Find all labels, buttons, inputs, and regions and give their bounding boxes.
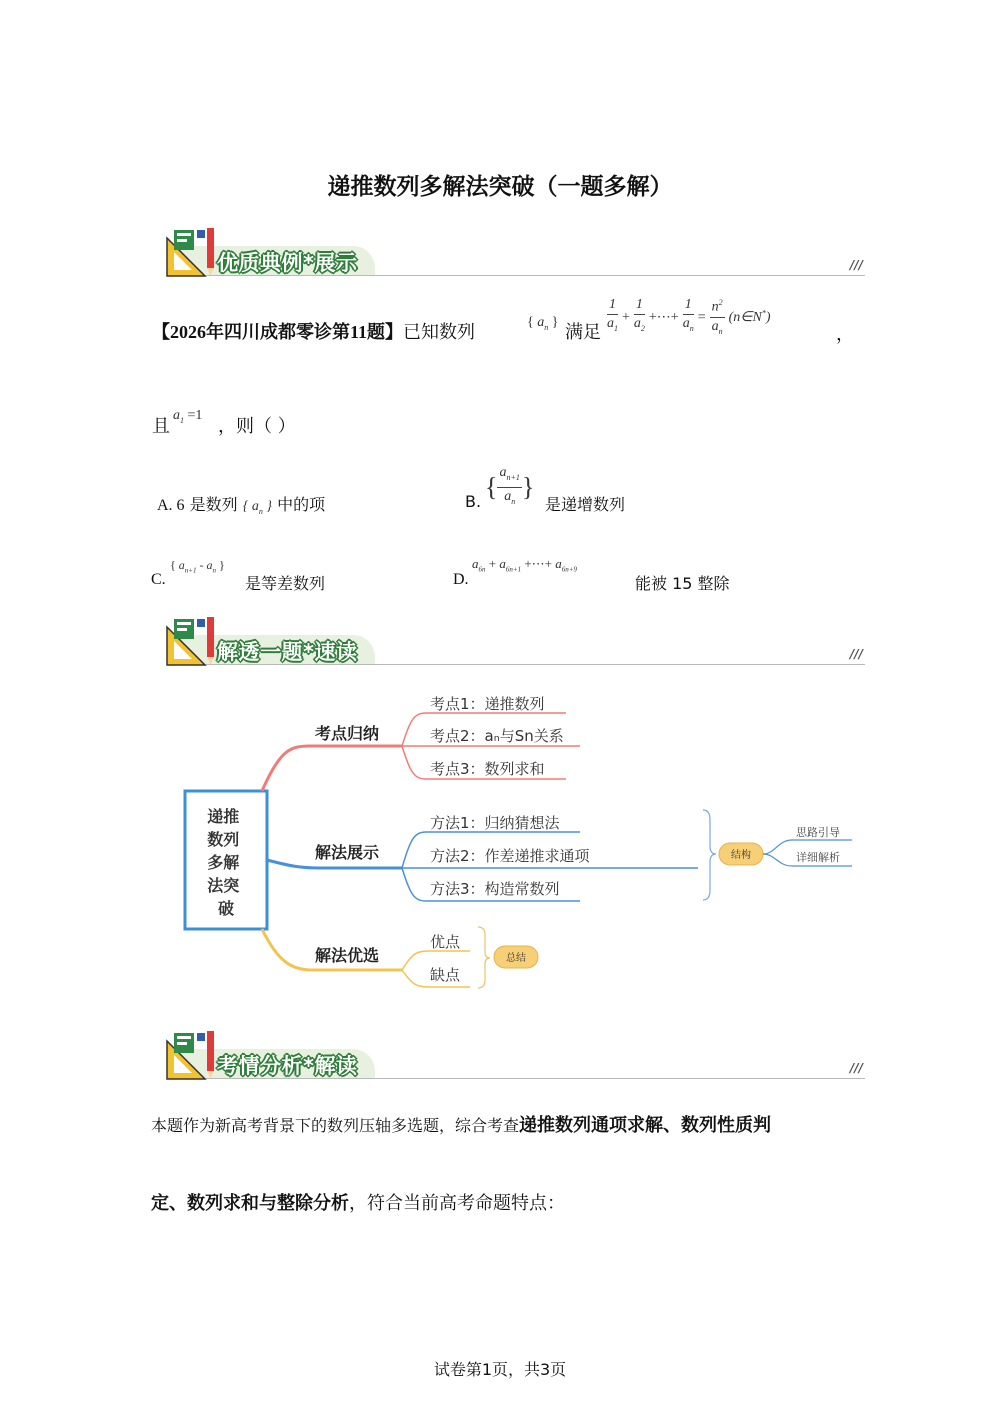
leaf-b1-2: 考点2：aₙ与Sn关系: [430, 727, 564, 745]
mind-map: [0, 680, 1000, 1010]
option-c-text: 是等差数列: [245, 574, 326, 593]
leaf-b3-1: 优点: [430, 933, 461, 951]
option-b-label[interactable]: B.: [465, 492, 482, 511]
question-stem-b: 满足: [565, 322, 601, 343]
structure-item-2: 详细解析: [796, 851, 840, 864]
leaf-b2-1: 方法1：归纳猜想法: [430, 814, 560, 832]
banner-title: 优质典例*展示: [217, 251, 358, 275]
analysis-p1-bold: 递推数列通项求解、数列性质判: [519, 1115, 772, 1136]
section-banner-2: [165, 615, 865, 667]
question-source: [152, 318, 475, 344]
leaf-b3-2: 缺点: [430, 966, 461, 984]
question-stem-a: 已知数列: [403, 322, 476, 343]
branch-label-1: 考点归纳: [315, 724, 380, 743]
branch-label-2: 解法展示: [315, 843, 380, 862]
banner-title: 解透一题*速读: [217, 640, 358, 664]
leaf-b1-3: 考点3：数列求和: [430, 760, 545, 778]
analysis-line-2: [151, 1189, 565, 1215]
question-source-text: 【2026年四川成都零诊第11题】: [152, 322, 404, 342]
option-a-text1: 是数列: [189, 495, 238, 514]
leaf-b2-3: 方法3：构造常数列: [430, 880, 560, 898]
question-line2-b: ，则（ ）: [218, 416, 296, 437]
option-d-label[interactable]: D.: [453, 571, 469, 588]
branch-line-1: [262, 746, 402, 791]
mindmap-root-text: 递推 数列 多解 法突 破: [207, 807, 240, 918]
formula-an: { $a_n$ }: [527, 315, 559, 332]
analysis-line-1: [151, 1111, 771, 1137]
formula-sum: $\frac{1}{a_1}$ + $\frac{1}{a_2}$ +⋯+ $\frac{1}{a_n}$ = $\frac{n^2}{a_n}$ (n∈N*): [607, 294, 770, 340]
banner-slash: ///: [849, 1061, 863, 1075]
analysis-p1-normal: 本题作为新高考背景下的数列压轴多选题，综合考查: [151, 1116, 520, 1135]
question-line2-a: 且: [152, 416, 170, 437]
banner-title: 考情分析*解读: [217, 1054, 358, 1078]
option-c-label[interactable]: C.: [151, 571, 166, 588]
ruler-pencil-icon: [165, 615, 217, 667]
formula-option-c: { $a_{n+1} - a_n$ }: [170, 558, 225, 575]
ruler-pencil-icon: [165, 1029, 217, 1081]
structure-badge-text: 结构: [731, 850, 751, 861]
formula-option-b: { $\frac{a_{n+1}}{a_n}$ }: [485, 465, 535, 506]
option-a[interactable]: A. 6 是数列 { $a_n$ } 中的项: [157, 495, 326, 516]
analysis-p2-normal: ，符合当前高考命题特点：: [349, 1193, 565, 1214]
summary-badge-text: 总结: [506, 953, 526, 964]
banner-slash: ///: [849, 647, 863, 661]
section-banner-3: [165, 1029, 865, 1081]
page-title: 递推数列多解法突破（一题多解）: [327, 174, 673, 200]
option-b-text: 是递增数列: [545, 495, 626, 514]
analysis-p2-bold: 定、数列求和与整除分析: [151, 1193, 349, 1214]
option-a-text2: 中的项: [277, 495, 326, 514]
formula-option-d: $a_{6n} + a_{6n+1}$ +⋯+ $a_{6n+9}$: [472, 556, 577, 574]
leaf-b2-2: 方法2：作差递推求通项: [430, 847, 590, 865]
formula-a1: $a_1 =1$: [173, 408, 203, 425]
structure-item-1: 思路引导: [796, 826, 840, 839]
option-d-text: 能被 15 整除: [635, 574, 730, 593]
section-banner-1: [165, 226, 865, 278]
branch-label-3: 解法优选: [315, 946, 380, 965]
leaf-b1-1: 考点1：递推数列: [430, 695, 545, 713]
page-footer: 试卷第1页，共3页: [433, 1360, 567, 1379]
question-comma: ，: [836, 324, 854, 345]
ruler-pencil-icon: [165, 226, 217, 278]
banner-slash: ///: [849, 258, 863, 272]
option-a-label: A. 6: [157, 497, 185, 514]
